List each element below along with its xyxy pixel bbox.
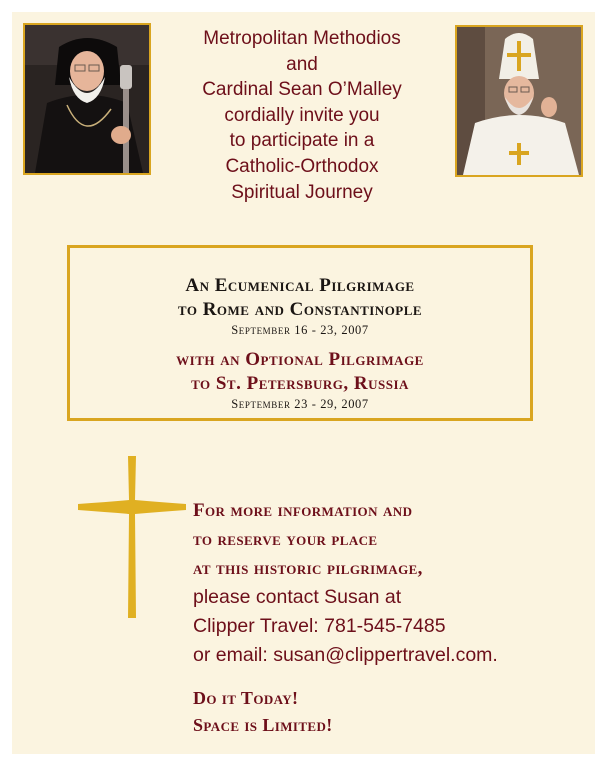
closing-call-to-action	[193, 685, 583, 739]
closing-line: Space is Limited!	[193, 715, 333, 735]
contact-line: to reserve your place	[193, 529, 378, 550]
cardinal-portrait-image	[457, 27, 581, 175]
portrait-metropolitan	[23, 23, 151, 175]
contact-person: please contact Susan at	[193, 586, 402, 608]
pilgrimage-flyer	[12, 12, 595, 754]
gold-cross-icon	[78, 456, 186, 618]
optional-pilgrimage-dates: September 23 - 29, 2007	[231, 397, 369, 411]
portrait-cardinal	[455, 25, 583, 177]
optional-pilgrimage-line1: with an Optional Pilgrimage	[176, 349, 424, 370]
contact-line: at this historic pilgrimage,	[193, 558, 423, 579]
invitation-text	[152, 26, 452, 205]
contact-phone: Clipper Travel: 781-545-7485	[193, 615, 446, 637]
pilgrimage-title-line1: An Ecumenical Pilgrimage	[185, 275, 415, 296]
contact-line: For more information and	[193, 500, 413, 521]
pilgrimage-details-box	[67, 245, 533, 421]
invite-line: and	[286, 53, 318, 75]
metropolitan-portrait-image	[25, 25, 149, 173]
invite-line: Spiritual Journey	[231, 181, 373, 203]
invite-line: cordially invite you	[224, 104, 380, 126]
invite-line: Metropolitan Methodios	[203, 28, 401, 49]
contact-email: or email: susan@clippertravel.com.	[193, 644, 498, 666]
closing-line: Do it Today!	[193, 688, 299, 708]
invite-line: to participate in a	[229, 130, 375, 152]
optional-pilgrimage-line2: to St. Petersburg, Russia	[191, 373, 409, 394]
contact-info	[193, 496, 583, 670]
invite-line: Catholic-Orthodox	[225, 155, 379, 177]
pilgrimage-dates: September 16 - 23, 2007	[231, 323, 369, 337]
invite-line: Cardinal Sean O’Malley	[202, 79, 402, 101]
pilgrimage-title-line2: to Rome and Constantinople	[177, 299, 423, 320]
